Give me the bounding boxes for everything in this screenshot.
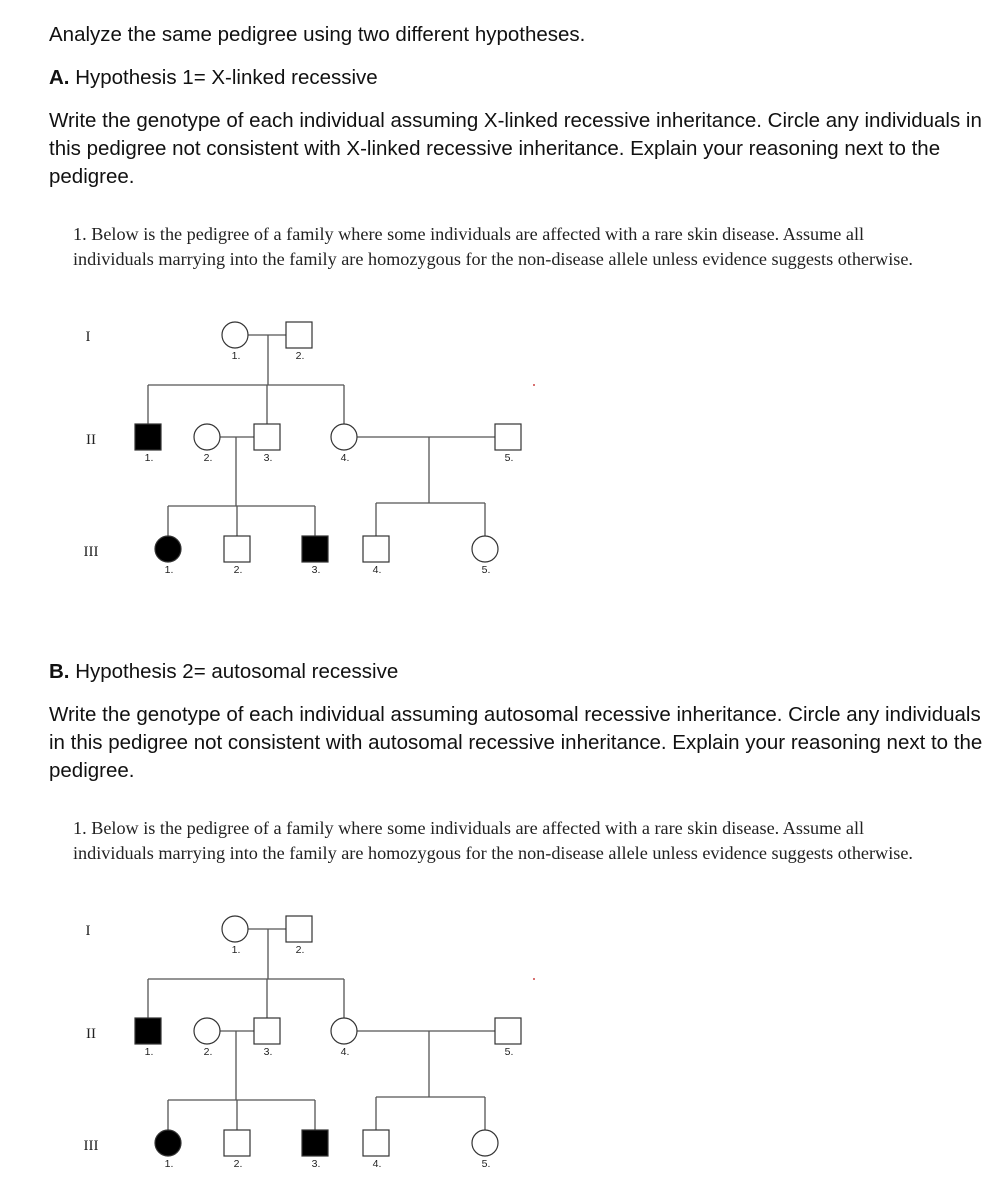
pedigree-b-individual-III-2 (224, 1130, 250, 1156)
pedigree-a-individual-I-1 (222, 322, 248, 348)
pedigree-a-individual-I-1-number: 1. (231, 350, 241, 362)
pedigree-a-individual-III-3 (302, 536, 328, 562)
pedigree-b-individual-III-3-number: 3. (311, 1158, 321, 1170)
pedigree-a-individual-III-2-number: 2. (233, 564, 243, 576)
pedigree-a-individual-III-2 (224, 536, 250, 562)
section-b-instructions: Write the genotype of each individual assuming autosomal recessive inheritance. Circle any individuals in this pedigree not consistent with autosomal recessive inheritance. Explain your reasoning next to the pedigree. (49, 703, 983, 782)
pedigree-b-svg (0, 904, 600, 1184)
pedigree-a-individual-II-3-number: 3. (263, 452, 273, 464)
pedigree-a-individual-II-4 (331, 424, 357, 450)
pedigree-b (0, 904, 600, 1184)
pedigree-b-generation-label-II: II (86, 1026, 96, 1042)
pedigree-a-individual-III-1 (155, 536, 181, 562)
pedigree-a-individual-II-1 (135, 424, 161, 450)
pedigree-b-individual-III-1 (155, 1130, 181, 1156)
pedigree-b-individual-II-2-number: 2. (203, 1046, 213, 1058)
pedigree-b-individual-III-5-number: 5. (481, 1158, 491, 1170)
pedigree-a-svg (0, 310, 600, 590)
pedigree-a-individual-I-2 (286, 322, 312, 348)
pedigree-b-stray-mark (533, 978, 535, 980)
pedigree-a-individual-II-1-number: 1. (144, 452, 154, 464)
pedigree-b-individual-III-1-number: 1. (164, 1158, 174, 1170)
pedigree-a-generation-label-II: II (86, 432, 96, 448)
pedigree-a-individual-III-5 (472, 536, 498, 562)
pedigree-b-individual-II-1 (135, 1018, 161, 1044)
pedigree-b-individual-II-3-number: 3. (263, 1046, 273, 1058)
pedigree-b-individual-III-5 (472, 1130, 498, 1156)
section-a-problem-text: 1. Below is the pedigree of a family where some individuals are affected with a rare skin disease. Assume all individuals marrying into the family are homozygous for the non-disease allele unless evidence suggests otherwise. (73, 224, 913, 269)
section-b-letter: B. (49, 660, 70, 683)
pedigree-a-individual-II-2-number: 2. (203, 452, 213, 464)
section-a-hypothesis: Hypothesis 1= X-linked recessive (69, 66, 378, 89)
pedigree-b-generation-label-III: III (83, 1138, 99, 1154)
pedigree-a-individual-II-2 (194, 424, 220, 450)
pedigree-a-individual-III-4 (363, 536, 389, 562)
pedigree-b-individual-II-5-number: 5. (504, 1046, 514, 1058)
pedigree-a-individual-III-5-number: 5. (481, 564, 491, 576)
pedigree-a-individual-II-5 (495, 424, 521, 450)
pedigree-a-individual-II-4-number: 4. (340, 452, 350, 464)
pedigree-a-generation-label-III: III (83, 544, 99, 560)
pedigree-b-individual-II-1-number: 1. (144, 1046, 154, 1058)
pedigree-a-individual-II-3 (254, 424, 280, 450)
pedigree-a-stray-mark (533, 384, 535, 386)
pedigree-b-individual-II-5 (495, 1018, 521, 1044)
pedigree-b-individual-I-2 (286, 916, 312, 942)
pedigree-a-individual-II-5-number: 5. (504, 452, 514, 464)
section-a-letter: A. (49, 66, 70, 89)
pedigree-b-generation-label-I: I (85, 923, 91, 939)
clipped-top-line (0, 0, 1000, 6)
pedigree-b-individual-II-4 (331, 1018, 357, 1044)
pedigree-b-individual-III-4-number: 4. (372, 1158, 382, 1170)
pedigree-a-individual-III-3-number: 3. (311, 564, 321, 576)
section-a-heading (49, 64, 378, 92)
pedigree-b-individual-II-4-number: 4. (340, 1046, 350, 1058)
pedigree-b-individual-II-3 (254, 1018, 280, 1044)
pedigree-b-individual-I-1-number: 1. (231, 944, 241, 956)
pedigree-a-individual-III-1-number: 1. (164, 564, 174, 576)
pedigree-b-individual-III-2-number: 2. (233, 1158, 243, 1170)
pedigree-a-individual-III-4-number: 4. (372, 564, 382, 576)
section-b-problem-text: 1. Below is the pedigree of a family where some individuals are affected with a rare skin disease. Assume all individuals marrying into the family are homozygous for the non-disease allele unless evidence suggests otherwise. (73, 818, 913, 863)
pedigree-a (0, 310, 600, 590)
section-b-hypothesis: Hypothesis 2= autosomal recessive (69, 660, 399, 683)
pedigree-b-individual-III-3 (302, 1130, 328, 1156)
intro-text: Analyze the same pedigree using two different hypotheses. (49, 23, 586, 46)
pedigree-b-individual-I-2-number: 2. (295, 944, 305, 956)
pedigree-a-generation-label-I: I (85, 329, 91, 345)
section-b-heading (49, 658, 398, 686)
pedigree-b-individual-I-1 (222, 916, 248, 942)
pedigree-a-individual-I-2-number: 2. (295, 350, 305, 362)
pedigree-b-individual-III-4 (363, 1130, 389, 1156)
section-a-instructions: Write the genotype of each individual assuming X-linked recessive inheritance. Circle any individuals in this pedigree not consistent with X-linked recessive inheritance. Explain your reasoning next to the pedigree. (49, 109, 982, 188)
pedigree-b-individual-II-2 (194, 1018, 220, 1044)
